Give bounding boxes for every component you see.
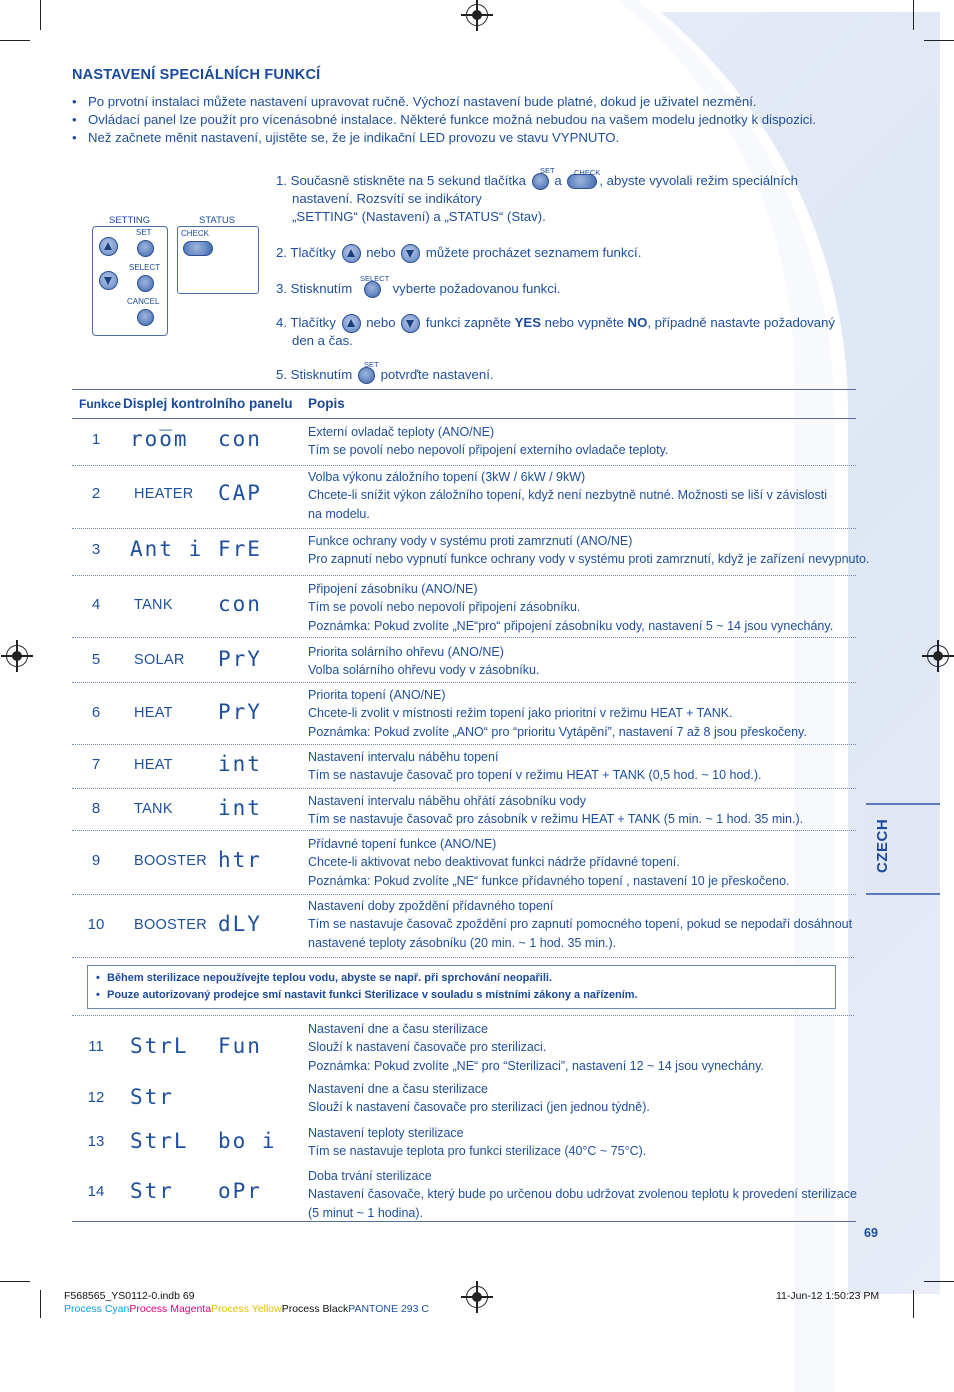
lcd-display-right: bo i: [218, 1129, 277, 1153]
crop-mark: [924, 1281, 954, 1282]
description-line: Nastavení intervalu náběhu ohřátí zásobníku vody: [308, 794, 586, 808]
crop-mark: [0, 40, 30, 41]
description-line: Poznámka: Pokud zvolíte „ANO“ pro “prioritu Vytápění”, nastavení 7 až 8 jsou přeskočeny.: [308, 724, 807, 739]
function-description: [308, 468, 856, 523]
function-description: [308, 580, 856, 635]
lcd-display-left: StrL: [130, 1034, 189, 1058]
footer-file: F568565_YS0112-0.indb 69: [64, 1290, 195, 1302]
step-3: 3. Stisknutím vyberte požadovanou funkci.: [276, 280, 560, 298]
description-line: na modelu.: [308, 506, 370, 521]
step-1-line3: „SETTING“ (Nastavení) a „STATUS“ (Stav).: [292, 209, 546, 224]
description-line: Poznámka: Pokud zvolíte „NE“ funkce přídavného topení , nastavení 10 je přeskočeno.: [308, 873, 790, 888]
function-description: [308, 1020, 856, 1075]
description-line: Poznámka: Pokud zvolíte „NE“pro“ připojení zásobníku vody, nastavení 5 ~ 14 jsou vynechány.: [308, 618, 834, 633]
lcd-display-right: Fun: [218, 1034, 262, 1058]
check-button[interactable]: [183, 241, 213, 256]
lcd-display-right: PrY: [218, 647, 262, 671]
description-line: Slouží k nastavení časovače pro sterilizaci.: [308, 1040, 547, 1055]
function-label: HEATER: [134, 486, 194, 502]
function-label: HEAT: [134, 705, 173, 721]
row-divider: [72, 637, 856, 638]
status-panel: [177, 226, 259, 294]
function-number: 7: [91, 756, 101, 773]
cancel-label: CANCEL: [127, 297, 160, 306]
function-number: 6: [91, 704, 101, 721]
lcd-display-right: int: [218, 752, 262, 776]
row-divider: [72, 528, 856, 529]
description-line: Priorita topení (ANO/NE): [308, 688, 446, 702]
description-line: Nastavení časovače, který bude po určenou dobu udržovat zvolenou teplotu k provedení sterilizace: [308, 1187, 857, 1202]
plate-yellow: Process Yellow: [211, 1303, 282, 1315]
plate-pantone: PANTONE 293 C: [348, 1303, 429, 1315]
set-label: SET: [136, 228, 152, 237]
intro-item: • Ovládací panel lze použít pro vícenásobné instalace. Některé funkce možná nebudou na vašem modelu jednotky k dispozici.: [72, 111, 816, 129]
check-label: CHECK: [181, 229, 210, 238]
function-description: [308, 532, 870, 569]
description-line: nastavené teploty zásobníku (20 min. ~ 1 hod. 35 min.).: [308, 935, 617, 950]
step-2: 2. Tlačítky nebo můžete procházet seznamem funkcí.: [276, 244, 641, 263]
up-arrow-icon: [342, 244, 361, 263]
panel-status-label: STATUS: [199, 215, 236, 226]
row-divider: [72, 575, 856, 576]
section-title: NASTAVENÍ SPECIÁLNÍCH FUNKCÍ: [72, 67, 321, 83]
description-line: Nastavení teploty sterilizace: [308, 1126, 464, 1140]
crop-mark: [913, 0, 914, 30]
step-1-line2: nastavení. Rozsvítí se indikátory: [292, 191, 482, 206]
function-description: [308, 1080, 856, 1117]
function-number: 11: [88, 1038, 104, 1055]
row-divider: [72, 744, 856, 745]
function-number: 2: [91, 485, 101, 502]
intro-list: [72, 93, 816, 147]
panel-setting-label: SETTING: [109, 215, 151, 226]
check-superscript: CHECK: [574, 168, 601, 177]
lcd-display-left: roo̅m: [130, 427, 189, 451]
description-line: Tím se nastavuje časovač pro topení v režimu HEAT + TANK (0,5 hod. ~ 10 hod.).: [308, 768, 762, 783]
crop-mark: [913, 1290, 914, 1318]
down-arrow-button[interactable]: [99, 271, 118, 290]
select-button[interactable]: [137, 275, 154, 292]
description-line: Nastavení dne a času sterilizace: [308, 1082, 488, 1096]
setting-panel: [92, 226, 168, 336]
description-line: Chcete-li snížit výkon záložního topení, když není nezbytně nutné. Možnosti se liší v závislosti: [308, 488, 828, 503]
function-number: 10: [87, 916, 105, 933]
function-label: BOOSTER: [134, 917, 207, 933]
description-line: Tím se povolí nebo nepovolí připojení zásobníku.: [308, 600, 581, 615]
description-line: Doba trvání sterilizace: [308, 1169, 432, 1183]
cancel-button[interactable]: [137, 309, 154, 326]
description-line: Tím se nastavuje časovač pro zásobník v režimu HEAT + TANK (5 min. ~ 1 hod. 35 min.).: [308, 812, 804, 827]
description-line: Volba solárního ohřevu vody v zásobníku.: [308, 663, 540, 678]
function-description: [308, 835, 856, 890]
column-header-funkce: Funkce: [79, 397, 122, 411]
lcd-display-right: oPr: [218, 1179, 262, 1203]
registration-mark-icon: [6, 645, 28, 667]
function-number: 14: [87, 1183, 105, 1200]
description-line: Poznámka: Pokud zvolíte „NE“ pro “Sterilizaci”, nastavení 12 ~ 14 jsou vynechány.: [308, 1058, 764, 1073]
set-superscript: SET: [364, 360, 379, 369]
down-arrow-icon: [401, 244, 420, 263]
function-number: 5: [91, 651, 101, 668]
column-header-displej: Displej kontrolního panelu: [123, 396, 293, 411]
column-header-popis: Popis: [308, 396, 345, 411]
lcd-display-right: htr: [218, 848, 262, 872]
description-line: Nastavení dne a času sterilizace: [308, 1022, 488, 1036]
footer-date: 11-Jun-12 1:50:23 PM: [776, 1290, 880, 1302]
description-line: Tím se povolí nebo nepovolí připojení externího ovladače teploty.: [308, 443, 669, 458]
lcd-display-right: PrY: [218, 700, 262, 724]
warning-box: [87, 965, 836, 1009]
row-divider: [72, 682, 856, 683]
description-line: Pro zapnutí nebo vypnutí funkce ochrany vody v systému proti zamrznutí, když je zařízení nevypnuto.: [308, 552, 870, 567]
lcd-display-right: con: [218, 427, 262, 451]
function-description: [308, 792, 856, 829]
select-label: SELECT: [129, 263, 161, 272]
table-bottom-rule: [72, 1221, 856, 1222]
intro-item: • Než začnete měnit nastavení, ujistěte se, že je indikační LED provozu ve stavu VYPNUTO.: [72, 129, 816, 147]
plate-black: Process Black: [281, 1303, 349, 1315]
step-5: 5. Stisknutím potvrďte nastavení.: [276, 366, 494, 384]
crop-mark: [0, 1281, 30, 1282]
page-number: 69: [864, 1226, 878, 1240]
lcd-display-left: Str: [130, 1179, 174, 1203]
crop-mark: [40, 0, 41, 30]
description-line: Přídavné topení funkce (ANO/NE): [308, 837, 497, 851]
description-line: Priorita solárního ohřevu (ANO/NE): [308, 645, 504, 659]
lcd-display-right: con: [218, 592, 262, 616]
function-number: 13: [87, 1133, 105, 1150]
function-label: TANK: [134, 801, 173, 817]
function-description: [308, 897, 856, 952]
description-line: Tím se nastavuje časovač zpoždění pro zapnutí pomocného topení, pokud se nepodaří dosáhnout: [308, 917, 853, 932]
function-number: 4: [91, 596, 101, 613]
row-divider: [72, 465, 856, 466]
warning-item: • Pouze autorizovaný prodejce smí nastavit funkci Sterilizace v souladu s místními zákony a nařízením.: [96, 987, 827, 1004]
function-number: 9: [91, 852, 101, 869]
description-line: Funkce ochrany vody v systému proti zamrznutí (ANO/NE): [308, 534, 633, 548]
function-number: 1: [91, 431, 101, 448]
function-number: 12: [87, 1089, 105, 1106]
plate-cyan: Process Cyan: [64, 1303, 130, 1315]
lcd-display-right: FrE: [218, 537, 262, 561]
row-divider: [72, 788, 856, 789]
function-description: [308, 643, 856, 680]
down-arrow-icon: [401, 314, 420, 333]
description-line: Chcete-li aktivovat nebo deaktivovat funkci nádrže přídavné topení.: [308, 855, 680, 870]
color-plates: [64, 1303, 429, 1315]
lcd-display-left: StrL: [130, 1129, 189, 1153]
registration-mark-icon: [466, 1286, 488, 1308]
description-line: Slouží k nastavení časovače pro sterilizaci (jen jednou týdně).: [308, 1100, 650, 1115]
lcd-display-right: dLY: [218, 912, 262, 936]
intro-item: • Po prvotní instalaci můžete nastavení upravovat ručně. Výchozí nastavení bude platné, dokud je uživatel nezmění.: [72, 93, 816, 111]
set-button[interactable]: [137, 240, 154, 257]
registration-mark-icon: [927, 645, 949, 667]
step-4-line2: den a čas.: [292, 333, 353, 348]
function-label: HEAT: [134, 757, 173, 773]
function-description: [308, 1167, 856, 1222]
lcd-display-left: Ant i: [130, 537, 204, 561]
function-number: 8: [91, 800, 101, 817]
table-header-rule: [72, 418, 856, 419]
crop-mark: [924, 40, 954, 41]
function-description: [308, 748, 856, 785]
lcd-display-right: int: [218, 796, 262, 820]
function-description: [308, 686, 856, 741]
description-line: Tím se nastavuje teplota pro funkci sterilizace (40°C ~ 75°C).: [308, 1144, 647, 1159]
up-arrow-button[interactable]: [99, 237, 118, 256]
up-arrow-icon: [342, 314, 361, 333]
description-line: Nastavení intervalu náběhu topení: [308, 750, 499, 764]
step-4: 4. Tlačítky nebo funkci zapněte YES nebo vypněte NO, případně nastavte požadovaný: [276, 314, 835, 333]
row-divider: [72, 830, 856, 831]
function-number: 3: [91, 541, 101, 558]
description-line: Chcete-li zvolit v místnosti režim topení jako prioritní v režimu HEAT + TANK.: [308, 706, 733, 721]
description-line: Externí ovladač teploty (ANO/NE): [308, 425, 495, 439]
lcd-display-right: CAP: [218, 481, 262, 505]
registration-mark-icon: [466, 4, 488, 26]
set-superscript: SET: [540, 166, 555, 175]
table-top-rule: [72, 389, 856, 390]
description-line: Připojení zásobníku (ANO/NE): [308, 582, 478, 596]
description-line: (5 minut ~ 1 hodina).: [308, 1205, 423, 1220]
function-label: TANK: [134, 597, 173, 613]
function-label: BOOSTER: [134, 853, 207, 869]
step-1: 1. Současně stiskněte na 5 sekund tlačítka a , abyste vyvolali režim speciálních: [276, 172, 798, 190]
function-description: [308, 423, 856, 460]
language-tab: CZECH: [866, 803, 940, 895]
row-divider: [72, 894, 856, 895]
lcd-display-left: Str: [130, 1085, 174, 1109]
select-superscript: SELECT: [360, 274, 390, 283]
description-line: Nastavení doby zpoždění přídavného topení: [308, 899, 554, 913]
crop-mark: [40, 1290, 41, 1318]
plate-magenta: Process Magenta: [129, 1303, 212, 1315]
warning-item: • Během sterilizace nepoužívejte teplou vodu, abyste se např. při sprchování neopařili.: [96, 970, 827, 987]
function-label: SOLAR: [134, 652, 185, 668]
description-line: Volba výkonu záložního topení (3kW / 6kW / 9kW): [308, 470, 586, 484]
function-description: [308, 1124, 856, 1161]
